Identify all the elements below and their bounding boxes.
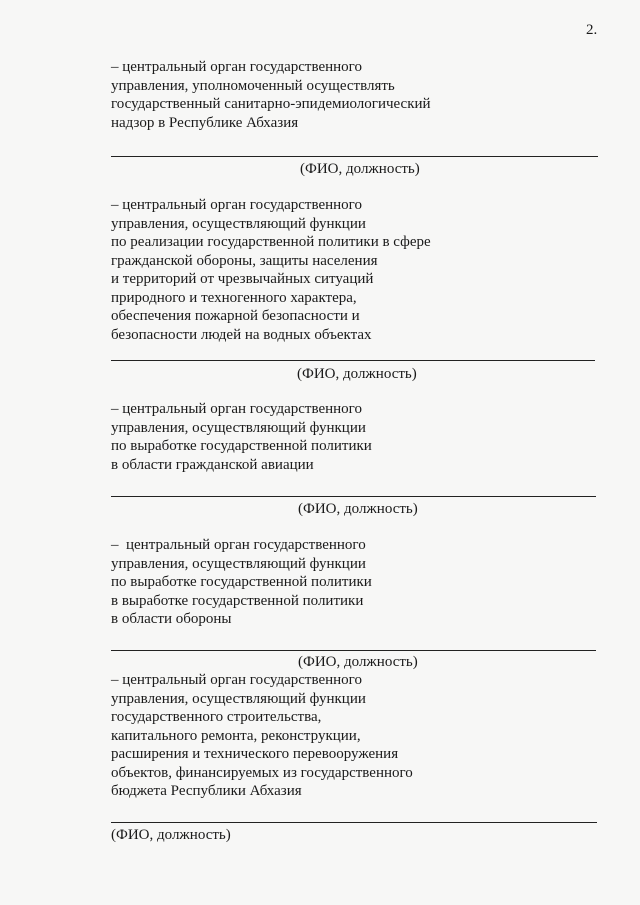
signatory-description-2 xyxy=(111,196,431,344)
text-line: по реализации государственной политики в сфере xyxy=(111,234,431,250)
text-line: государственного строительства, xyxy=(111,709,322,725)
text-line: объектов, финансируемых из государственного xyxy=(111,764,413,781)
text-line: и территорий от чрезвычайных ситуаций xyxy=(111,271,374,287)
signature-line-3 xyxy=(111,496,596,497)
text-line: в области гражданской авиации xyxy=(111,456,314,473)
text-line: надзор в Республике Абхазия xyxy=(111,114,299,131)
text-line: по выработке государственной политики xyxy=(111,574,372,590)
signature-caption-5: (ФИО, должность) xyxy=(111,827,231,843)
text-line: в области обороны xyxy=(111,611,232,627)
text-line: государственный санитарно-эпидемиологический xyxy=(111,96,431,112)
text-line: бюджета Республики Абхазия xyxy=(111,783,302,799)
page-number: 2. xyxy=(586,22,598,38)
text-line: управления, осуществляющий функции xyxy=(111,419,366,436)
text-line: в выработке государственной политики xyxy=(111,592,364,609)
text-line: управления, осуществляющий функции xyxy=(111,215,366,232)
text-line: природного и техногенного характера, xyxy=(111,289,357,306)
text-line: – центральный орган государственного xyxy=(111,537,366,553)
signature-caption-1: (ФИО, должность) xyxy=(300,161,420,177)
signature-line-5 xyxy=(111,822,597,823)
signature-caption-4: (ФИО, должность) xyxy=(298,654,418,670)
text-line: капитального ремонта, реконструкции, xyxy=(111,727,361,744)
text-line: обеспечения пожарной безопасности и xyxy=(111,308,360,324)
signatory-description-5 xyxy=(111,671,413,801)
text-line: – центральный орган государственного xyxy=(111,672,362,688)
text-line: – центральный орган государственного xyxy=(111,401,362,417)
text-line: гражданской обороны, защиты населения xyxy=(111,252,378,269)
text-line: управления, осуществляющий функции xyxy=(111,690,366,707)
signature-line-1 xyxy=(111,156,598,157)
text-line: безопасности людей на водных объектах xyxy=(111,326,372,343)
text-line: управления, осуществляющий функции xyxy=(111,555,366,572)
signatory-description-1 xyxy=(111,58,431,132)
text-line: расширения и технического перевооружения xyxy=(111,746,399,762)
signature-line-2 xyxy=(111,360,595,361)
text-line: по выработке государственной политики xyxy=(111,438,372,454)
text-line: – центральный орган государственного xyxy=(111,197,362,213)
signature-line-4 xyxy=(111,650,596,651)
text-line: – центральный орган государственного xyxy=(111,59,362,75)
signature-caption-2: (ФИО, должность) xyxy=(297,366,417,382)
signature-caption-3: (ФИО, должность) xyxy=(298,501,418,517)
signatory-description-4 xyxy=(111,536,372,629)
signatory-description-3 xyxy=(111,400,372,474)
text-line: управления, уполномоченный осуществлять xyxy=(111,77,395,94)
